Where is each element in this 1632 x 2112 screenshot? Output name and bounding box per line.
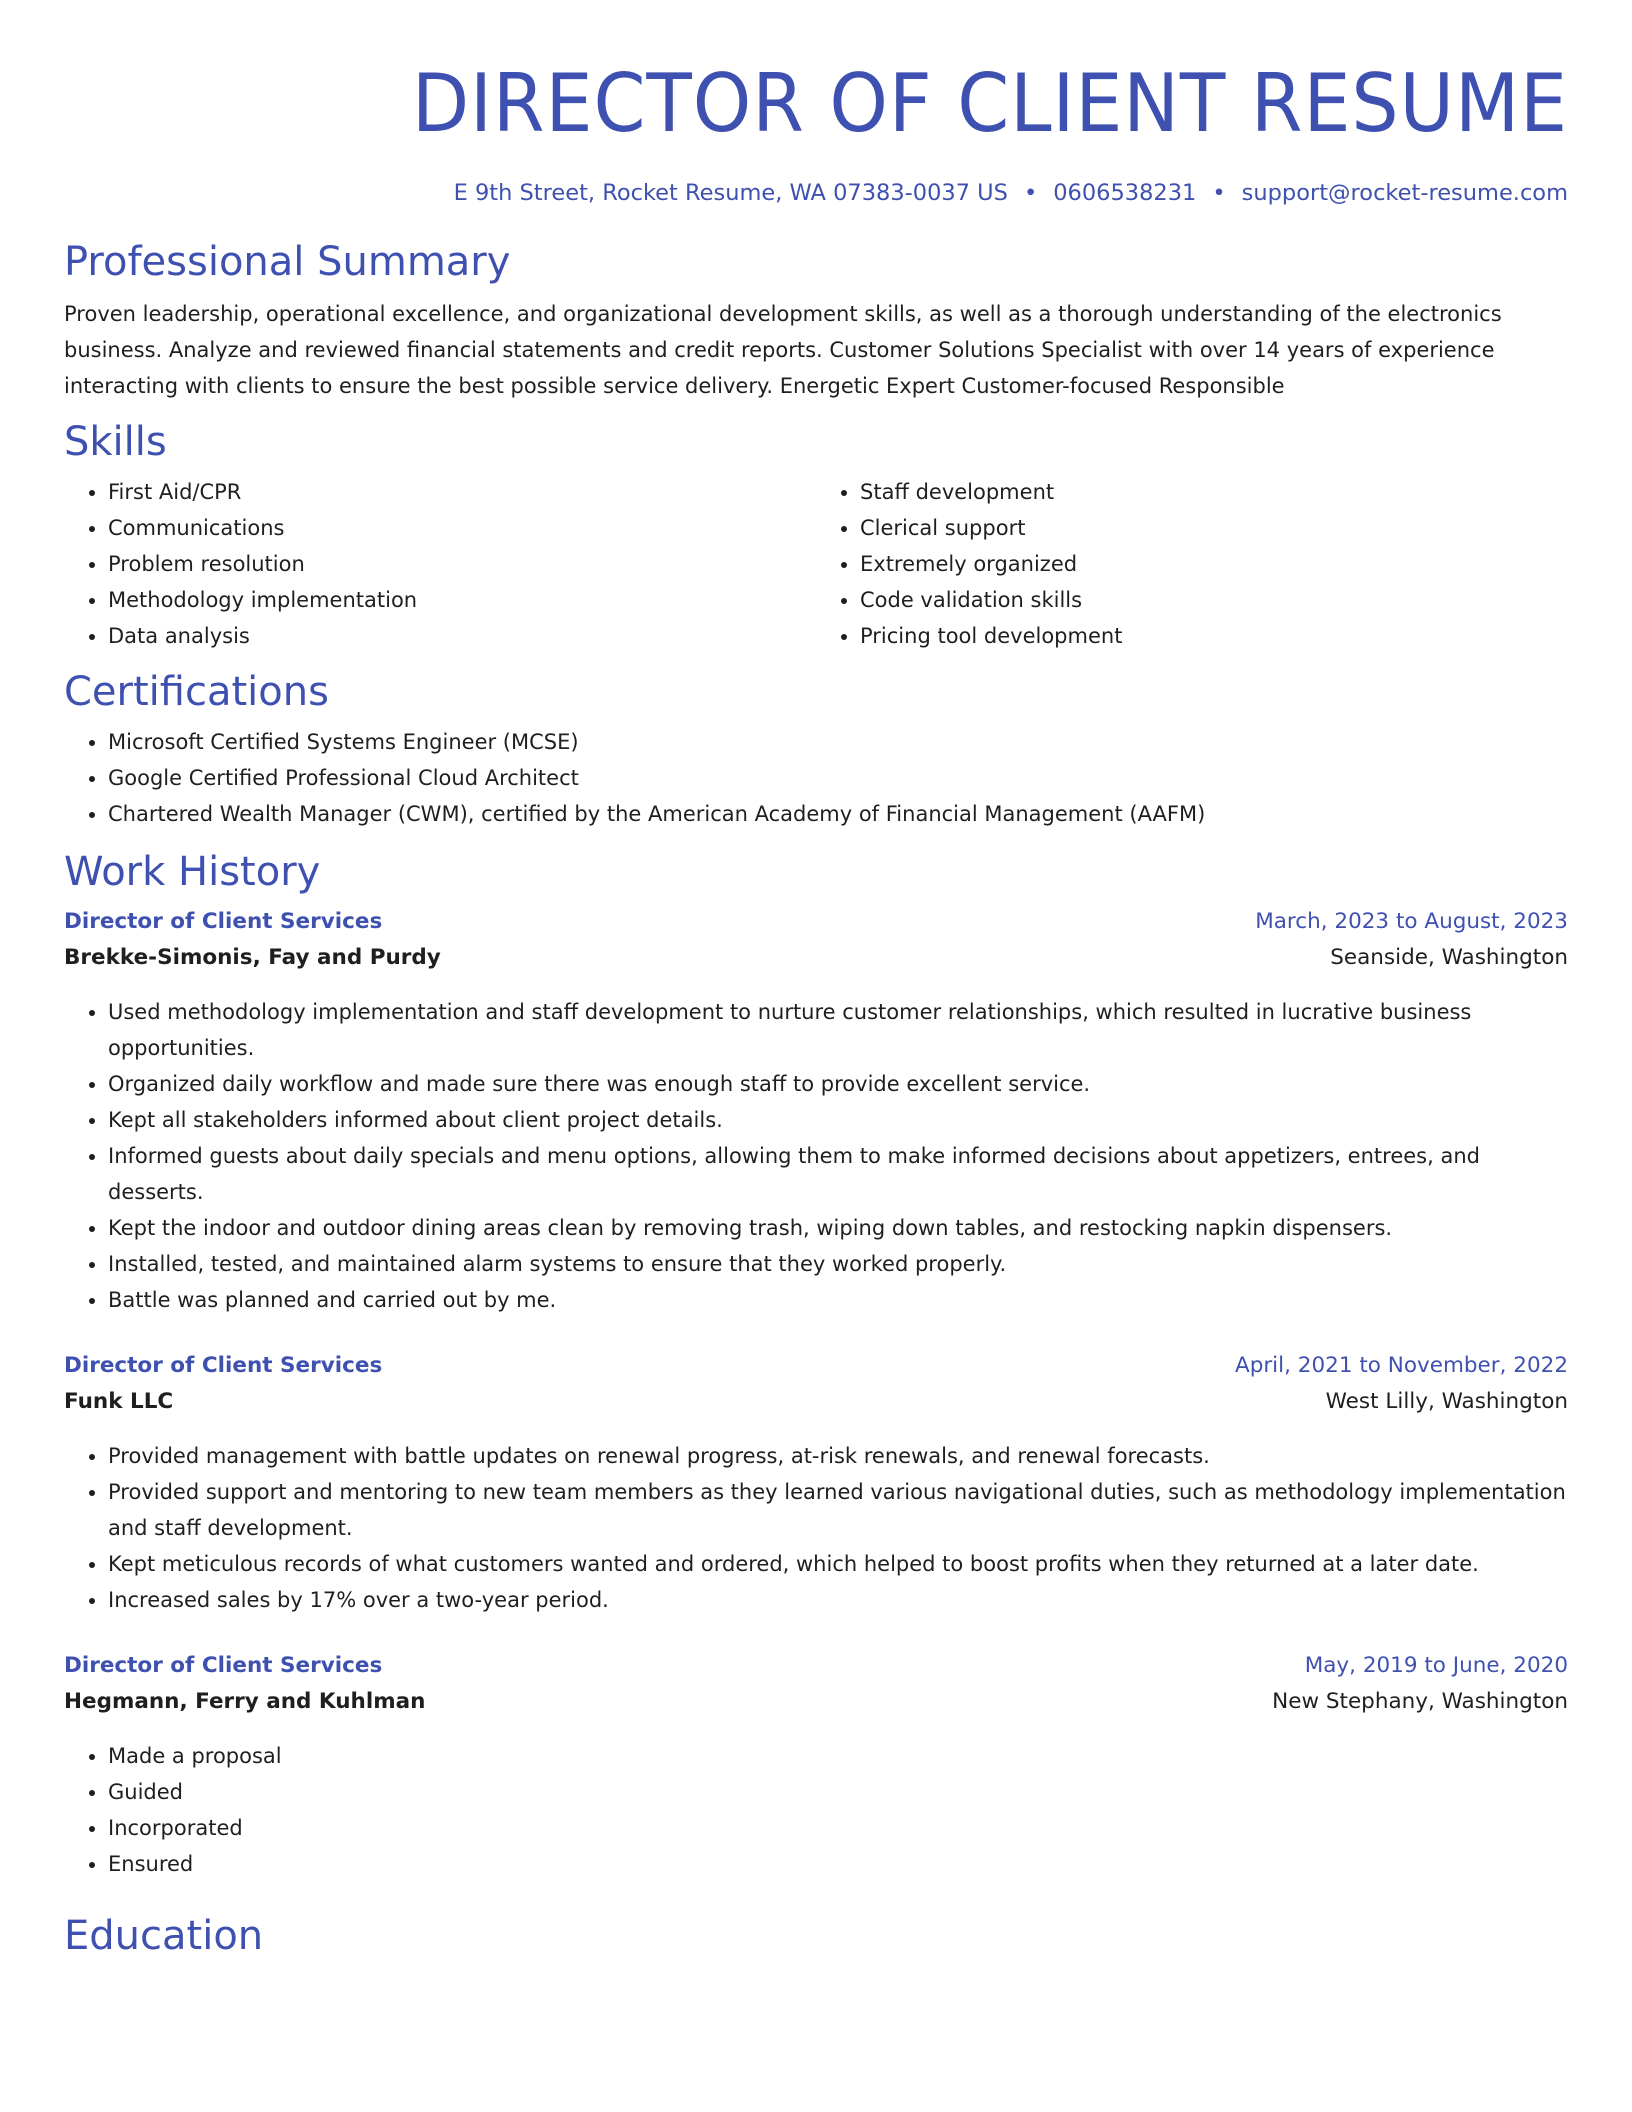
- certification-item: • Chartered Wealth Manager (CWM), certified by the American Academy of Financial Management (AAFM): [108, 796, 1568, 832]
- contact-phone: 0606538231: [1053, 180, 1197, 206]
- job-bullet: • Battle was planned and carried out by me.: [108, 1282, 1568, 1318]
- job-bullet: • Made a proposal: [108, 1738, 1568, 1774]
- job-title-row: [64, 1348, 1568, 1384]
- education-heading: Education: [64, 1913, 264, 1959]
- job-title: Director of Client Services: [64, 1353, 383, 1378]
- skill-item: • Extremely organized: [860, 546, 1568, 582]
- job-bullet: • Kept the indoor and outdoor dining areas clean by removing trash, wiping down tables, and restocking napkin dispensers.: [108, 1210, 1568, 1246]
- skills-heading: Skills: [64, 419, 167, 465]
- summary-heading: Professional Summary: [64, 239, 511, 285]
- skills-list-left: [64, 474, 816, 654]
- job-bullet: • Ensured: [108, 1846, 1568, 1882]
- contact-email[interactable]: support@rocket-resume.com: [1241, 180, 1568, 206]
- job-company-row: [64, 940, 1568, 976]
- summary-text: Proven leadership, operational excellence, and organizational development skills, as well as a thorough understanding of the electronics business. Analyze and reviewed financial statements and credit reports. Customer Solutions Specialist with over 14 years of experience interacting with clients to ensure the best possible service delivery. Energetic Expert Customer-focused Responsible: [64, 302, 1502, 398]
- skill-item: • First Aid/CPR: [108, 474, 816, 510]
- skill-item: • Methodology implementation: [108, 582, 816, 618]
- job-bullet: • Installed, tested, and maintained alarm systems to ensure that they worked properly.: [108, 1246, 1568, 1282]
- skill-item: • Code validation skills: [860, 582, 1568, 618]
- job-company: Hegmann, Ferry and Kuhlman: [64, 1689, 426, 1714]
- certifications-heading: Certifications: [64, 669, 329, 715]
- work-history-heading: Work History: [64, 849, 321, 895]
- job-title: Director of Client Services: [64, 909, 383, 934]
- job-bullets: [64, 994, 1568, 1318]
- skill-item: • Clerical support: [860, 510, 1568, 546]
- job-title-row: [64, 1648, 1568, 1684]
- job-company: Funk LLC: [64, 1389, 174, 1414]
- skills-grid: [64, 474, 1568, 654]
- certification-item: • Google Certified Professional Cloud Architect: [108, 760, 1568, 796]
- job-bullet: • Guided: [108, 1774, 1568, 1810]
- job-location: New Stephany, Washington: [1272, 1689, 1568, 1714]
- skill-item: • Staff development: [860, 474, 1568, 510]
- resume-header: [64, 0, 1568, 208]
- job-entry: [64, 1648, 1568, 1882]
- job-bullet: • Informed guests about daily specials and menu options, allowing them to make informed decisions about appetizers, entrees, and desserts.: [108, 1138, 1568, 1210]
- job-bullet: • Provided management with battle updates on renewal progress, at-risk renewals, and renewal forecasts.: [108, 1438, 1568, 1474]
- resume-page: [64, 0, 1568, 1962]
- certification-item: • Microsoft Certified Systems Engineer (MCSE): [108, 724, 1568, 760]
- job-entry: [64, 904, 1568, 1318]
- job-location: West Lilly, Washington: [1325, 1389, 1568, 1414]
- contact-separator: •: [1212, 180, 1226, 206]
- contact-address: E 9th Street, Rocket Resume, WA 07383-0037 US: [453, 180, 1008, 206]
- job-entry: [64, 1348, 1568, 1618]
- job-bullets: [64, 1438, 1568, 1618]
- skill-item: • Communications: [108, 510, 816, 546]
- job-bullet: • Used methodology implementation and staff development to nurture customer relationships, which resulted in lucrative business opportunities.: [108, 994, 1568, 1066]
- contact-separator: •: [1023, 180, 1038, 206]
- job-bullet: • Provided support and mentoring to new team members as they learned various navigational duties, such as methodology implementation and staff development.: [108, 1474, 1568, 1546]
- skill-item: • Data analysis: [108, 618, 816, 654]
- job-title: Director of Client Services: [64, 1653, 383, 1678]
- skills-list-right: [816, 474, 1568, 654]
- job-bullet: • Kept all stakeholders informed about client project details.: [108, 1102, 1568, 1138]
- resume-name: DIRECTOR OF CLIENT RESUME: [411, 57, 1569, 150]
- job-company-row: [64, 1684, 1568, 1720]
- job-dates: March, 2023 to August, 2023: [1255, 909, 1568, 934]
- job-dates: April, 2021 to November, 2022: [1234, 1353, 1568, 1378]
- job-bullet: • Organized daily workflow and made sure there was enough staff to provide excellent service.: [108, 1066, 1568, 1102]
- job-bullet: • Increased sales by 17% over a two-year period.: [108, 1582, 1568, 1618]
- certifications-list: [64, 724, 1568, 832]
- job-bullet: • Kept meticulous records of what customers wanted and ordered, which helped to boost profits when they returned at a later date.: [108, 1546, 1568, 1582]
- job-company-row: [64, 1384, 1568, 1420]
- job-location: Seanside, Washington: [1330, 945, 1568, 970]
- job-dates: May, 2019 to June, 2020: [1304, 1653, 1568, 1678]
- job-company: Brekke-Simonis, Fay and Purdy: [64, 945, 441, 970]
- skill-item: • Problem resolution: [108, 546, 816, 582]
- job-bullet: • Incorporated: [108, 1810, 1568, 1846]
- job-bullets: [64, 1738, 1568, 1882]
- job-title-row: [64, 904, 1568, 940]
- skill-item: • Pricing tool development: [860, 618, 1568, 654]
- contact-line: [64, 178, 1568, 208]
